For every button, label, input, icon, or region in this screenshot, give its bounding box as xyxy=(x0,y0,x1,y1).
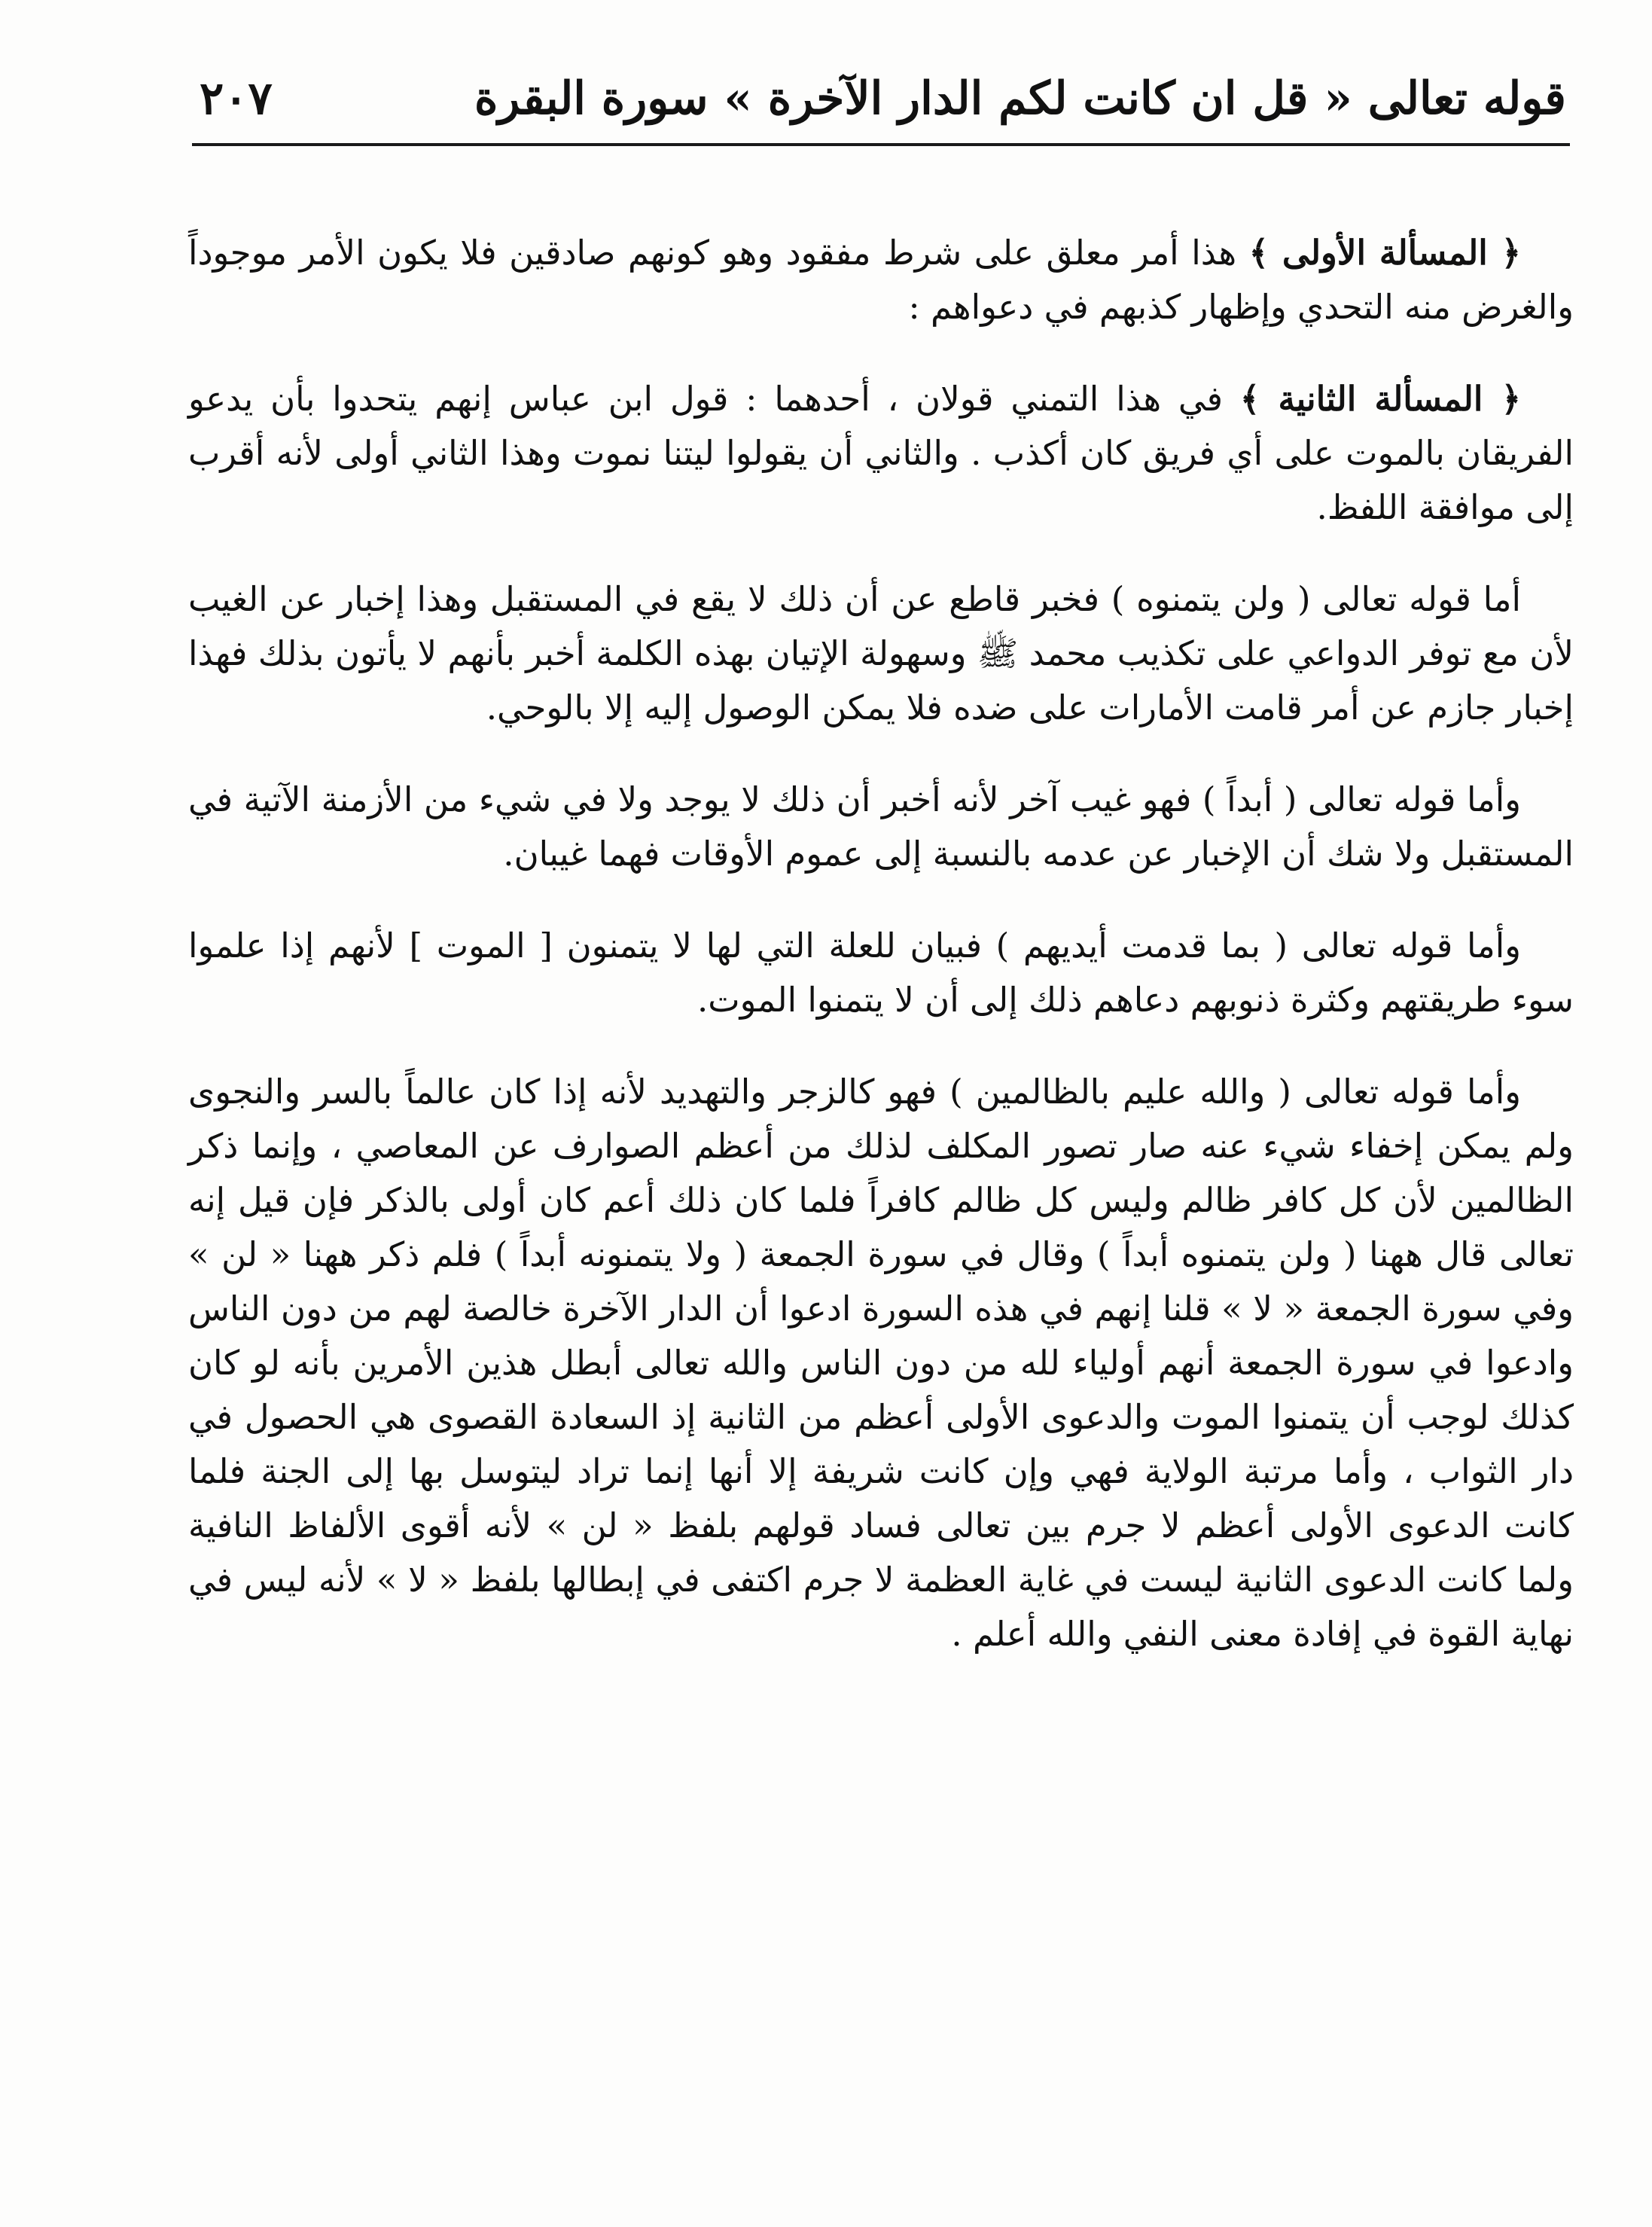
paragraph-issue-1 xyxy=(188,226,1574,334)
page-number: ٢٠٧ xyxy=(200,72,273,125)
paragraph-alim-bizzalimin xyxy=(188,1065,1574,1661)
paragraph-abadan xyxy=(188,773,1574,881)
paragraph-bima-qaddamat xyxy=(188,919,1574,1027)
paragraph-text: وأما قوله تعالى ( بما قدمت أيديهم ) فبيان للعلة التي لها لا يتمنون [ الموت ] لأنهم إذا علموا سوء طريقتهم وكثرة ذنوبهم دعاهم ذلك إلى أن لا يتمنوا الموت. xyxy=(188,926,1574,1020)
paragraph-text: هذا أمر معلق على شرط مفقود وهو كونهم صادقين فلا يكون الأمر موجوداً والغرض منه التحدي وإظهار كذبهم في دعواهم : xyxy=(188,233,1574,327)
issue-heading: ﴿ المسألة الأولى ﴾ xyxy=(1248,233,1521,273)
page-body xyxy=(188,226,1574,1699)
paragraph-lan-yatamannawhu xyxy=(188,572,1574,735)
paragraph-text: في هذا التمني قولان ، أحدهما : قول ابن عباس إنهم يتحدوا بأن يدعو الفريقان بالموت على أي فريق كان أكذب . والثاني أن يقولوا ليتنا نموت وهذا الثاني أولى لأنه أقرب إلى موافقة اللفظ. xyxy=(188,379,1574,527)
paragraph-text: وأما قوله تعالى ( أبداً ) فهو غيب آخر لأنه أخبر أن ذلك لا يوجد ولا في شيء من الأزمنة الآتية في المستقبل ولا شك أن الإخبار عن عدمه بالنسبة إلى عموم الأوقات فهما غيبان. xyxy=(188,779,1574,874)
page-header xyxy=(192,69,1566,152)
header-rule xyxy=(192,143,1570,146)
paragraph-text: وأما قوله تعالى ( والله عليم بالظالمين ) فهو كالزجر والتهديد لأنه إذا كان عالماً بالسر والنجوى ولم يمكن إخفاء شيء عنه صار تصور المكلف لذلك من أعظم الصوارف عن المعاصي ، وإنما ذكر الظالمين لأن كل كافر ظالم وليس كل ظالم كافراً فلما كان ذلك أعم كان أولى بالذكر فإن قيل إنه تعالى قال ههنا ( ولن يتمنوه أبداً ) وقال في سورة الجمعة ( ولا يتمنونه أبداً ) فلم ذكر ههنا « لن » وفي سورة الجمعة « لا » قلنا إنهم في هذه السورة ادعوا أن الدار الآخرة خالصة لهم من دون الناس وادعوا في سورة الجمعة أنهم أولياء لله من دون الناس والله تعالى أبطل هذين الأمرين بأنه لو كان كذلك لوجب أن يتمنوا الموت والدعوى الأولى أعظم من الثانية إذ السعادة القصوى هي الحصول في دار الثواب ، وأما مرتبة الولاية فهي وإن كانت شريفة إلا أنها إنما تراد ليتوسل بها إلى الجنة فلما كانت الدعوى الأولى أعظم لا جرم بين تعالى فساد قولهم بلفظ « لن » لأنه أقوى الألفاظ النافية ولما كانت الدعوى الثانية ليست في غاية العظمة لا جرم اكتفى في إبطالها بلفظ « لا » لأنه ليس في نهاية القوة في إفادة معنى النفي والله أعلم . xyxy=(188,1072,1574,1654)
paragraph-text: أما قوله تعالى ( ولن يتمنوه ) فخبر قاطع عن أن ذلك لا يقع في المستقبل وهذا إخبار عن الغيب لأن مع توفر الدواعي على تكذيب محمد ﷺ وسهولة الإتيان بهذه الكلمة أخبر بأنهم لا يأتون بذلك فهذا إخبار جازم عن أمر قامت الأمارات على ضده فلا يمكن الوصول إليه إلا بالوحي. xyxy=(188,579,1574,728)
running-title: قوله تعالى « قل ان كانت لكم الدار الآخرة » سورة البقرة xyxy=(474,72,1566,125)
paragraph-issue-2 xyxy=(188,372,1574,535)
issue-heading: ﴿ المسألة الثانية ﴾ xyxy=(1239,379,1521,419)
